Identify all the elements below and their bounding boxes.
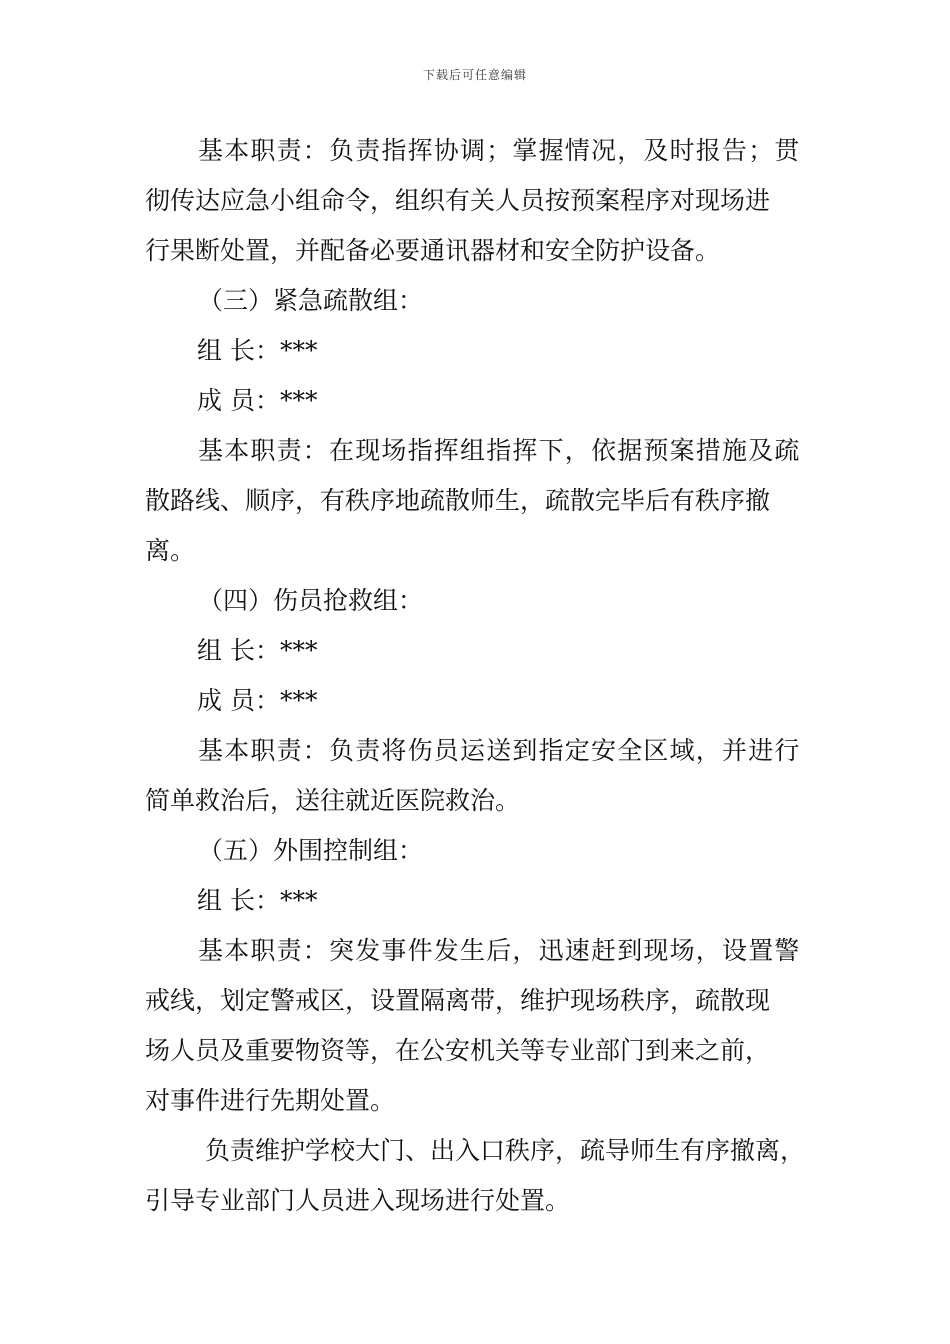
paragraph-line: 对事件进行先期处置。 — [145, 1086, 396, 1115]
paragraph-line: 行果断处置，并配备必要通讯器材和安全防护设备。 — [145, 236, 721, 265]
paragraph-line: 戒线，划定警戒区，设置隔离带，维护现场秩序，疏散现 — [145, 986, 771, 1015]
section-heading: （五）外围控制组： — [198, 836, 424, 865]
paragraph-line: 简单救治后，送往就近医院救治。 — [145, 786, 521, 815]
paragraph-line: 散路线、顺序，有秩序地疏散师生，疏散完毕后有秩序撤 — [145, 486, 771, 515]
team-leader-line: 组 长：*** — [197, 336, 318, 365]
paragraph-line: 引导专业部门人员进入现场进行处置。 — [145, 1186, 571, 1215]
section-heading: （三）紧急疏散组： — [198, 286, 424, 315]
team-leader-line: 组 长：*** — [197, 636, 318, 665]
team-member-line: 成 员：*** — [197, 386, 318, 415]
paragraph-line: 离。 — [145, 536, 196, 565]
document-body — [145, 128, 810, 1228]
team-leader-line: 组 长：*** — [197, 886, 318, 915]
section-heading: （四）伤员抢救组： — [198, 586, 424, 615]
paragraph-line: 彻传达应急小组命令，组织有关人员按预案程序对现场进 — [145, 186, 771, 215]
page-header: 下载后可任意编辑 — [422, 68, 527, 82]
paragraph-line: 基本职责：突发事件发生后，迅速赶到现场，设置警 — [198, 936, 801, 965]
paragraph-line: 基本职责：负责指挥协调；掌握情况，及时报告；贯 — [198, 136, 801, 165]
team-member-line: 成 员：*** — [197, 686, 318, 715]
paragraph-line: 基本职责：负责将伤员运送到指定安全区域，并进行 — [198, 736, 801, 765]
paragraph-line: 负责维护学校大门、出入口秩序，疏导师生有序撤离， — [205, 1136, 806, 1165]
paragraph-line: 基本职责：在现场指挥组指挥下，依据预案措施及疏 — [198, 436, 801, 465]
paragraph-line: 场人员及重要物资等，在公安机关等专业部门到来之前， — [145, 1036, 771, 1065]
